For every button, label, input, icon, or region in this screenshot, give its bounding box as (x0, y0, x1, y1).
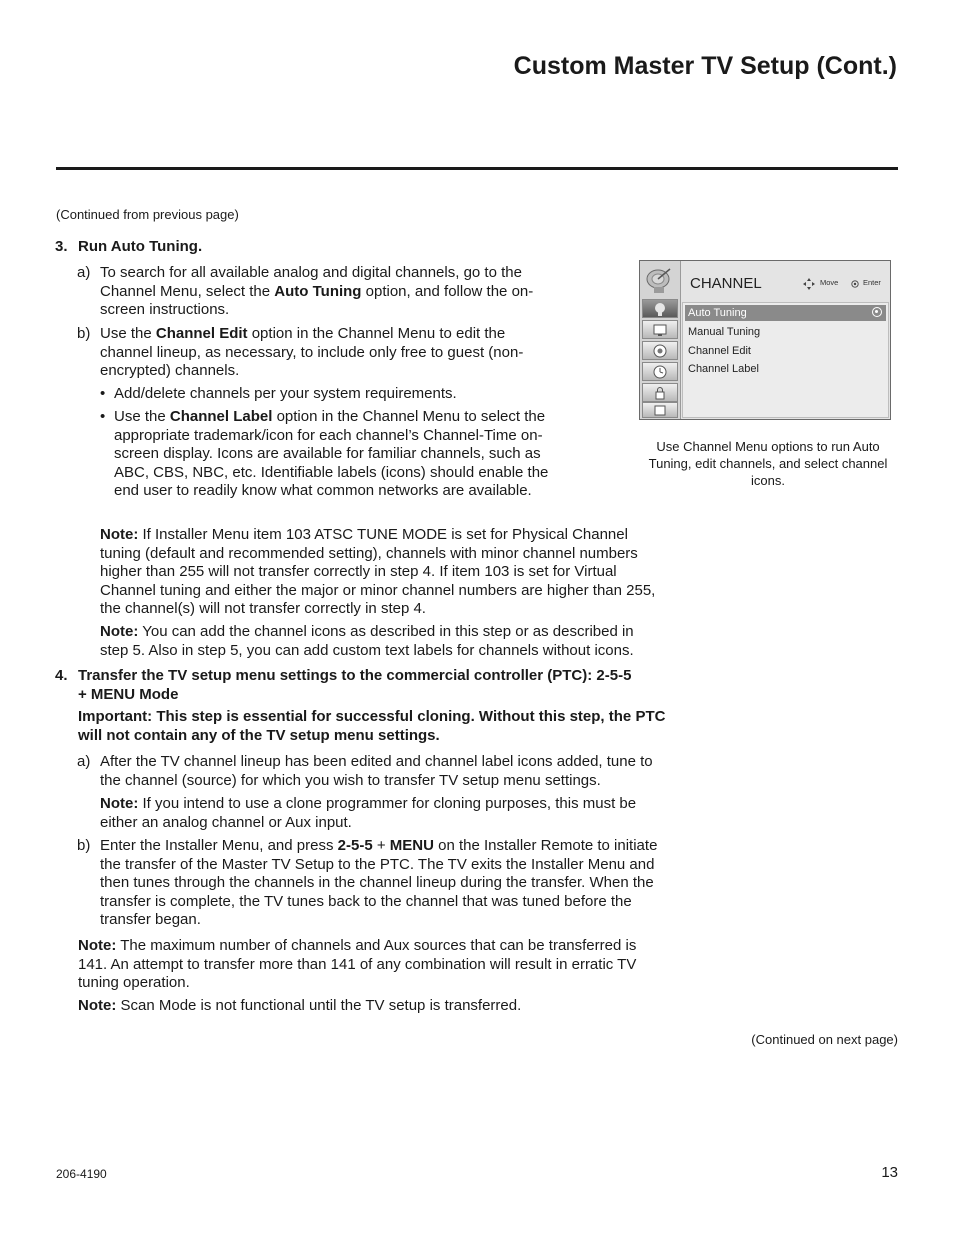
step3-a-text1: To search for all available analog and digital channels, go to the Channel Menu, select the (100, 264, 522, 300)
continued-on-note: (Continued on next page) (751, 1032, 898, 1047)
step3-a-bold: Auto Tuning (274, 282, 362, 300)
clock-time-icon (642, 362, 678, 381)
step4-a-letter: a) (77, 753, 91, 770)
satellite-dish-icon (644, 265, 676, 300)
step4-a (77, 753, 668, 790)
note-text: The maximum number of channels and Aux sources that can be transferred is 141. An attempt to transfer more than 141 of any combination will result in erratic TV tuning operation. (78, 937, 637, 991)
audio-speaker-icon (642, 341, 678, 360)
step3-note1 (100, 526, 665, 619)
note-label: Note: (78, 997, 117, 1014)
step4-a-note (100, 795, 668, 832)
move-hint: Move (820, 278, 839, 287)
step3-bullet1 (100, 385, 564, 404)
note-text: Scan Mode is not functional until the TV setup is transferred. (116, 997, 522, 1014)
menu-item-channel-edit[interactable]: Channel Edit (688, 345, 751, 357)
step3-heading (55, 238, 668, 257)
step3-bullet1-text: Add/delete channels per your system requirements. (114, 385, 457, 402)
step3-bullet2-text1: Use the (114, 408, 170, 425)
page-number: 13 (881, 1164, 898, 1181)
move-arrows-icon (803, 278, 815, 290)
bullet-dot: • (100, 385, 106, 402)
step3-a-letter: a) (77, 264, 91, 281)
bullet-dot: • (100, 408, 106, 425)
step4-heading (55, 667, 638, 704)
step4-b-letter: b) (77, 837, 91, 854)
menu-item-manual-tuning[interactable]: Manual Tuning (688, 326, 761, 338)
note-label: Note: (100, 526, 139, 543)
step4-b-bold2: MENU (389, 837, 434, 854)
step3-bullet2-text2: option in the Channel Menu to select the appropriate trademark/icon for each channel’s Channel-Time on-screen display. Icons are available for familiar channels, such as ABC, CBS, NBC, etc. Identifiable labels (icons) should enable the end user to readily know what common networks are available. (114, 408, 549, 499)
step4-b-bold1: 2-5-5 (337, 837, 373, 854)
enter-button-icon (851, 280, 859, 288)
menu-icon-sidebar (640, 261, 681, 419)
page-title: Custom Master TV Setup (Cont.) (513, 52, 897, 80)
step3-note2 (100, 623, 665, 660)
option-icon (642, 402, 678, 418)
document-number: 206-4190 (56, 1167, 107, 1181)
step3-number: 3. (55, 238, 68, 255)
title-divider (56, 167, 898, 170)
step3-b-bold: Channel Edit (155, 325, 248, 342)
note-label: Note: (100, 623, 139, 640)
note-label: Note: (78, 937, 117, 954)
step4-number: 4. (55, 667, 68, 684)
channel-menu-list (682, 302, 889, 418)
step4-note3 (78, 937, 668, 993)
step4-a-text: After the TV channel lineup has been edited and channel label icons added, tune to the channel (source) for which you wish to transfer TV setup menu settings. (100, 753, 653, 789)
picture-tv-icon (642, 320, 678, 339)
step3-b (77, 325, 540, 381)
step3-bullet2 (100, 408, 554, 501)
step3-b-text2: option in the Channel Menu to edit the channel lineup, as necessary, to include only free to guest (non-encrypted) channels. (100, 325, 524, 379)
step3-b-text1: Use the (100, 325, 156, 342)
note-text: If you intend to use a clone programmer for cloning purposes, this must be either an analog channel or Aux input. (100, 795, 637, 831)
step4-b-text1: Enter the Installer Menu, and press (100, 837, 338, 854)
important-text: Important: This step is essential for successful cloning. Without this step, the PTC will not contain any of the TV setup menu settings. (78, 708, 666, 744)
note-text: If Installer Menu item 103 ATSC TUNE MODE is set for Physical Channel tuning (default and recommended setting), channels with minor channel numbers higher than 255 will not transfer correctly in step 4. If item 103 is set for Virtual Channel tuning and either the major or minor channel numbers are higher than 255, the channel(s) will not transfer correctly in step 4. (100, 526, 656, 617)
menu-item-channel-label[interactable]: Channel Label (688, 363, 759, 375)
step3-bullet2-bold: Channel Label (169, 408, 273, 425)
continued-from-note: (Continued from previous page) (56, 207, 239, 222)
step4-b (77, 837, 665, 930)
menu-item-auto-tuning[interactable]: Auto Tuning (685, 305, 886, 321)
figure-caption: Use Channel Menu options to run Auto Tuning, edit channels, and select channel icons. (648, 439, 888, 488)
step3-a-text2: option, and follow the on-screen instructions. (100, 282, 534, 318)
step4-b-text2: + (372, 837, 390, 854)
enter-hint: Enter (863, 278, 881, 287)
selected-radio-icon (872, 307, 882, 317)
step4-important (78, 708, 668, 745)
step4-title: Transfer the TV setup menu settings to the commercial controller (PTC): 2-5-5 + MENU Mode (78, 667, 632, 703)
note-text: You can add the channel icons as described in this step or as described in step 5. Also in step 5, you can add custom text labels for channels without icons. (100, 623, 634, 659)
channel-antenna-icon (642, 299, 678, 318)
menu-heading: CHANNEL (690, 275, 762, 292)
step4-b-text3: on the Installer Remote to initiate the transfer of the Master TV Setup to the PTC. The TV exits the Installer Menu and then tunes through the channels in the channel lineup during the transfer. When the transfer is complete, the TV tunes back to the channel that was tuned before the transfer began. (100, 837, 658, 928)
channel-menu-screenshot (639, 260, 891, 420)
step3-title: Run Auto Tuning. (78, 238, 203, 255)
step3-a (77, 264, 560, 320)
note-label: Note: (100, 795, 139, 812)
step4-note4 (78, 997, 668, 1016)
lock-icon (642, 383, 678, 402)
step3-b-letter: b) (77, 325, 91, 342)
